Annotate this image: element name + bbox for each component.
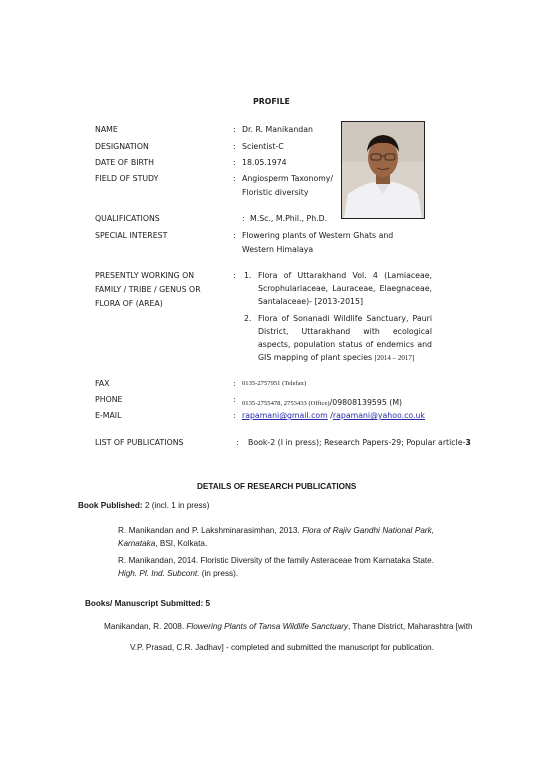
list-item [118,524,434,550]
label-field-of-study: FIELD OF STUDY [95,174,159,183]
subheading-book-published [78,501,209,510]
list-item-project-2 [258,312,432,365]
label-list-of-publications: LIST OF PUBLICATIONS [95,438,184,447]
page-title: PROFILE [253,97,290,106]
colon: : [233,231,236,240]
project-2-years: [2014 – 2017] [374,354,415,362]
books-submitted-label: Books/ Manuscript Submitted: [85,599,204,608]
label-phone: PHONE [95,395,123,404]
label-presently-working-line1: PRESENTLY WORKING ON [95,271,195,280]
colon: : [233,174,236,183]
value-special-interest-line1: Flowering plants of Western Ghats and [242,231,394,240]
colon: : [236,438,239,447]
profile-photo [341,121,425,219]
label-fax: FAX [95,379,110,388]
entry-text: (in press). [199,569,239,578]
colon: : [242,214,245,223]
list-item [104,622,473,631]
email-link-gmail[interactable]: rapamani@gmail.com [242,411,328,420]
value-phone [242,393,402,410]
value-qualifications: M.Sc., M.Phil., Ph.D. [250,214,328,223]
project-2-text: Flora of Sonanadi Wildlife Sanctuary, Pauri District, Uttarakhand with ecological aspects, population status of endemics and GIS mapping of plant species [258,314,432,362]
entry-text: Manikandan, R. 2008. [104,622,187,631]
publications-counts: Book-2 (I in press); Research Papers-29; Popular article- [248,438,466,447]
list-item [118,554,434,580]
value-designation: Scientist-C [242,142,284,151]
list-item-number: 2. [244,314,252,323]
label-name: NAME [95,125,118,134]
book-published-count: 2 (incl. 1 in press) [142,501,210,510]
colon: : [233,411,236,420]
label-special-interest: SPECIAL INTEREST [95,231,168,240]
entry-text: , Thane District, Maharashtra [with [348,622,473,631]
colon: : [233,158,236,167]
portrait-image [342,122,424,218]
email-separator: / [327,411,333,420]
value-date-of-birth: 18.05.1974 [242,158,287,167]
label-qualifications: QUALIFICATIONS [95,214,160,223]
list-item-project-1: Flora of Uttarakhand Vol. 4 (Lamiaceae, Scrophulariaceae, Lauraceae, Elaegnaceae, Santalaceae)- [2013-2015] [258,271,432,306]
entry-title: Flowering Plants of Tansa Wildlife Sanctuary [186,622,349,631]
list-item-continued: V.P. Prasad, C.R. Jadhav] - completed and submitted the manuscript for publication. [130,643,435,652]
entry-title: Flora of Rajiv Gandhi National Park, Karnataka [118,526,434,548]
email-link-yahoo[interactable]: rapamani@yahoo.co.uk [332,411,425,420]
value-special-interest-line2: Western Himalaya [242,245,314,254]
value-list-of-publications [248,436,471,449]
subheading-books-submitted [85,599,210,608]
books-submitted-count: 5 [203,599,211,608]
value-field-of-study-line1: Angiosperm Taxonomy/ [242,174,334,183]
entry-title: High. Pl. Ind. Subcont. [118,569,200,578]
popular-article-count: 3 [465,438,471,447]
entry-text: R. Manikandan, 2014. Floristic Diversity of the family Asteraceae from Karnataka State. [118,556,434,565]
book-published-label: Book Published: [78,501,143,510]
label-presently-working-line2: FAMILY / TRIBE / GENUS OR [95,285,201,294]
entry-text: , BSI, Kolkata. [155,539,208,548]
list-item-number: 1. [244,271,252,280]
value-field-of-study-line2: Floristic diversity [242,188,309,197]
label-presently-working-line3: FLORA OF (AREA) [95,299,163,308]
label-designation: DESIGNATION [95,142,149,151]
colon: : [233,271,236,280]
value-email [242,409,425,422]
label-email: E-MAIL [95,411,122,420]
colon: : [233,125,236,134]
colon: : [233,142,236,151]
colon: : [233,379,236,388]
value-fax: 0135-2757951 (Telefax) [242,380,307,387]
colon: : [233,395,236,404]
phone-mobile: /09808139595 (M) [329,398,403,407]
entry-text: R. Manikandan and P. Lakshminarasimhan, 2013. [118,526,303,535]
label-date-of-birth: DATE OF BIRTH [95,158,154,167]
phone-office: 0135-2755478, 2753433 (Office) [242,400,330,407]
value-name: Dr. R. Manikandan [242,125,313,134]
section-heading-details: DETAILS OF RESEARCH PUBLICATIONS [197,482,357,491]
